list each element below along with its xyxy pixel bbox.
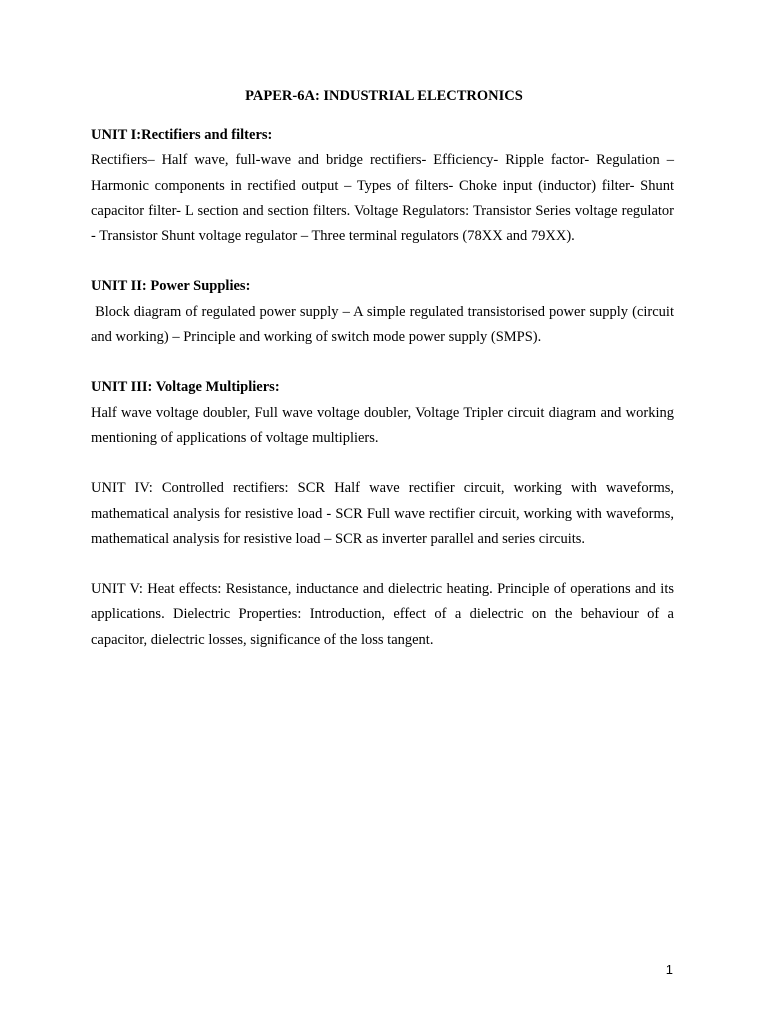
unit-2-section bbox=[91, 274, 678, 350]
unit-3-section bbox=[91, 375, 674, 451]
unit-2-body: Block diagram of regulated power supply – A simple regulated transistorised power supply (circuit and working) – Principle and working of switch mode power supply (SMPS). bbox=[91, 303, 678, 346]
unit-4-body: UNIT IV: Controlled rectifiers: SCR Half wave rectifier circuit, working with waveforms, mathematical analysis for resistive load - SCR Full wave rectifier circuit, working with waveforms, mathematical analysis for resistive load – SCR as inverter parallel and series circuits. bbox=[91, 480, 674, 547]
unit-5-section bbox=[91, 577, 674, 653]
unit-1-body: Rectifiers– Half wave, full-wave and bridge rectifiers- Efficiency- Ripple factor- Regulation – Harmonic components in rectified output – Types of filters- Choke input (inductor) filter- Shunt capacitor filter- L section and section filters. Voltage Regulators: Transistor Series voltage regulator - Transistor Shunt voltage regulator – Three terminal regulators (78XX and 79XX). bbox=[91, 152, 674, 245]
unit-5-body: UNIT V: Heat effects: Resistance, inductance and dielectric heating. Principle of operations and its applications. Dielectric Properties: Introduction, effect of a dielectric on the behaviour of a capacitor, dielectric losses, significance of the loss tangent. bbox=[91, 581, 674, 648]
page-number: 1 bbox=[665, 962, 673, 977]
document-title: PAPER-6A: INDUSTRIAL ELECTRONICS bbox=[245, 88, 523, 104]
document-content bbox=[91, 123, 678, 678]
unit-1-section bbox=[91, 123, 674, 249]
unit-4-section bbox=[91, 476, 674, 552]
unit-2-heading: UNIT II: Power Supplies: bbox=[91, 278, 251, 295]
unit-3-body: Half wave voltage doubler, Full wave voltage doubler, Voltage Tripler circuit diagram and working mentioning of applications of voltage multipliers. bbox=[91, 404, 674, 446]
unit-1-heading: UNIT I:Rectifiers and filters: bbox=[91, 127, 273, 143]
unit-3-heading: UNIT III: Voltage Multipliers: bbox=[91, 379, 280, 396]
